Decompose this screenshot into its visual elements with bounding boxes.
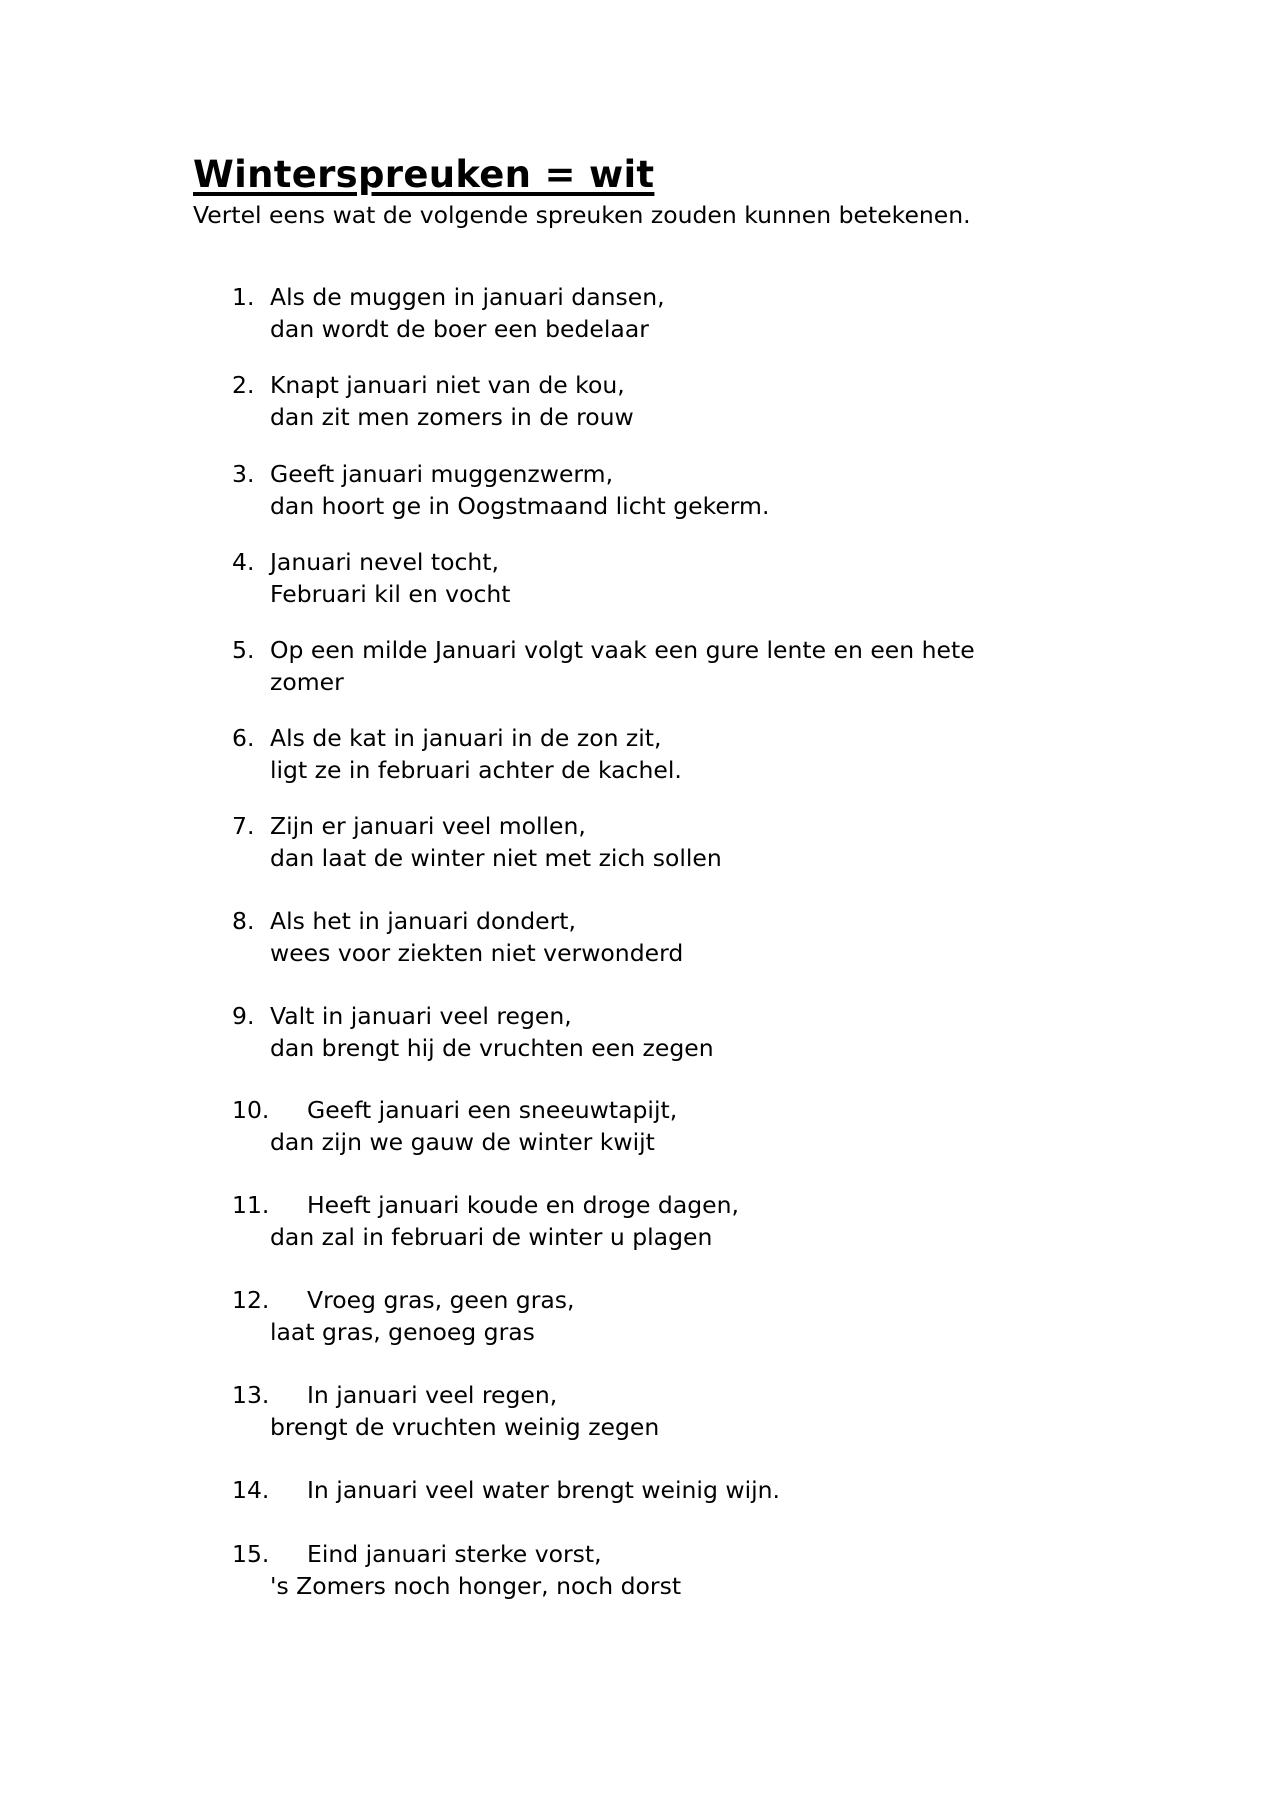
instruction-text: Vertel eens wat de volgende spreuken zouden kunnen betekenen. [193,201,971,229]
item-line: zomer [270,668,344,696]
item-number: 2. [232,371,255,399]
item-line: In januari veel regen, [307,1381,558,1409]
item-number: 10. [232,1096,270,1124]
item-line: dan brengt hij de vruchten een zegen [270,1034,714,1062]
item-line: Als de muggen in januari dansen, [270,283,665,311]
item-line: Knapt januari niet van de kou, [270,371,625,399]
item-line: Op een milde Januari volgt vaak een gure lente en een hete [270,636,975,664]
item-line: 's Zomers noch honger, noch dorst [270,1572,682,1600]
list-item [232,634,1092,698]
list-item [232,1538,1092,1602]
list-item [232,1379,1092,1443]
item-line: wees voor ziekten niet verwonderd [270,939,684,967]
item-number: 12. [232,1286,270,1314]
item-number: 3. [232,460,255,488]
item-number: 11. [232,1191,270,1219]
list-item [232,1000,1092,1064]
item-line: dan wordt de boer een bedelaar [270,315,649,343]
list-item [232,458,1092,522]
item-line: Eind januari sterke vorst, [307,1540,602,1568]
item-number: 15. [232,1540,270,1568]
item-line: Geeft januari een sneeuwtapijt, [307,1096,678,1124]
list-item [232,1189,1092,1253]
item-number: 5. [232,636,255,664]
item-number: 7. [232,812,255,840]
item-line: In januari veel water brengt weinig wijn. [307,1476,780,1504]
list-item [232,1284,1092,1348]
item-number: 8. [232,907,255,935]
list-item [232,369,1092,433]
item-line: dan zijn we gauw de winter kwijt [270,1128,655,1156]
item-line: ligt ze in februari achter de kachel. [270,756,682,784]
item-number: 14. [232,1476,270,1504]
item-line: Vroeg gras, geen gras, [307,1286,575,1314]
item-line: Geeft januari muggenzwerm, [270,460,614,488]
item-number: 9. [232,1002,255,1030]
item-line: Zijn er januari veel mollen, [270,812,586,840]
item-number: 13. [232,1381,270,1409]
item-line: Februari kil en vocht [270,580,511,608]
list-item [232,905,1092,969]
item-line: dan hoort ge in Oogstmaand licht gekerm. [270,492,770,520]
list-item [232,722,1092,786]
item-line: Heeft januari koude en droge dagen, [307,1191,739,1219]
list-item [232,546,1092,610]
item-line: dan laat de winter niet met zich sollen [270,844,722,872]
item-number: 6. [232,724,255,752]
list-item [232,810,1092,874]
list-item [232,1094,1092,1158]
item-line: Januari nevel tocht, [270,548,499,576]
item-line: dan zal in februari de winter u plagen [270,1223,713,1251]
list-item [232,1474,1092,1506]
item-number: 1. [232,283,255,311]
item-line: Valt in januari veel regen, [270,1002,572,1030]
item-line: dan zit men zomers in de rouw [270,403,634,431]
item-line: Als de kat in januari in de zon zit, [270,724,662,752]
list-item [232,281,1092,345]
item-line: laat gras, genoeg gras [270,1318,535,1346]
item-line: brengt de vruchten weinig zegen [270,1413,660,1441]
item-number: 4. [232,548,255,576]
item-line: Als het in januari dondert, [270,907,576,935]
page-title: Winterspreuken = wit [193,153,655,196]
